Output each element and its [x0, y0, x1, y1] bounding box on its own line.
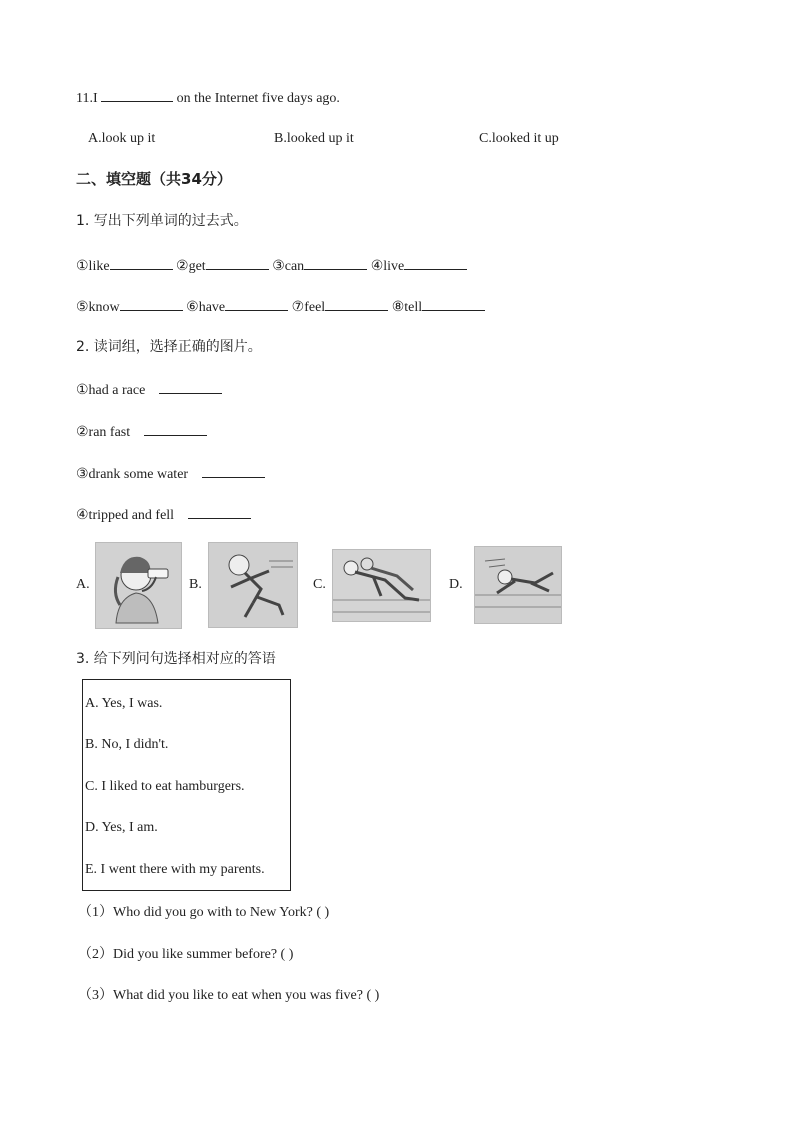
q11-stem-suffix: on the Internet five days ago.: [176, 91, 340, 106]
answer-option: D. Yes, I am.: [85, 820, 158, 835]
q1-word: ①like: [76, 259, 110, 274]
boy-tripping-image[interactable]: [474, 546, 562, 624]
answer-box: [82, 679, 291, 891]
q1-word: ③can: [272, 259, 305, 274]
q1-blank[interactable]: [120, 297, 183, 311]
q2-blank[interactable]: [202, 464, 265, 478]
q11-option-b[interactable]: B.looked up it: [274, 131, 354, 146]
q2-item-text: ②ran fast: [76, 425, 131, 440]
answer-option: A. Yes, I was.: [85, 696, 163, 711]
q1-row-1: [76, 256, 467, 276]
q2-item-text: ④tripped and fell: [76, 508, 175, 523]
q2-item-1: [76, 380, 222, 400]
q1-blank[interactable]: [422, 297, 485, 311]
answer-option: B. No, I didn't.: [85, 737, 169, 752]
q1-blank[interactable]: [404, 256, 467, 270]
q1-blank[interactable]: [325, 297, 388, 311]
q3-question-3[interactable]: （3）What did you like to eat when you was five? ( ): [78, 988, 380, 1003]
pic-label-b: B.: [189, 577, 202, 592]
section-2-title: 二、填空题（共34分）: [76, 170, 232, 188]
q1-row-2: [76, 297, 485, 317]
q2-item-2: [76, 422, 207, 442]
pic-label-d: D.: [449, 577, 463, 592]
q3-question-1[interactable]: （1）Who did you go with to New York? ( ): [78, 905, 330, 920]
q11-blank[interactable]: [101, 88, 173, 102]
q1-title: 1. 写出下列单词的过去式。: [76, 213, 248, 229]
q2-blank[interactable]: [159, 380, 222, 394]
q2-blank[interactable]: [188, 505, 251, 519]
q3-question-2[interactable]: （2）Did you like summer before? ( ): [78, 947, 294, 962]
q2-title: 2. 读词组，选择正确的图片。: [76, 339, 262, 355]
boy-running-image[interactable]: [208, 542, 298, 628]
q1-blank[interactable]: [304, 256, 367, 270]
answer-option: E. I went there with my parents.: [85, 862, 265, 877]
q2-item-3: [76, 464, 265, 484]
runners-racing-image[interactable]: [332, 549, 431, 622]
q1-word: ⑧tell: [391, 300, 423, 315]
q1-word: ⑦feel: [291, 300, 326, 315]
q1-blank[interactable]: [225, 297, 288, 311]
girl-drinking-water-image[interactable]: [95, 542, 182, 629]
q2-item-text: ③drank some water: [76, 467, 189, 482]
q11-stem: [76, 88, 340, 108]
q1-word: ⑤know: [76, 300, 120, 315]
answer-option: C. I liked to eat hamburgers.: [85, 779, 245, 794]
q11-option-c[interactable]: C.looked it up: [479, 131, 559, 146]
pic-label-a: A.: [76, 577, 90, 592]
q1-blank[interactable]: [206, 256, 269, 270]
q1-word: ⑥have: [186, 300, 226, 315]
pic-label-c: C.: [313, 577, 326, 592]
q2-blank[interactable]: [144, 422, 207, 436]
q11-stem-prefix: 11.I: [76, 91, 98, 106]
q3-title: 3. 给下列问句选择相对应的答语: [76, 651, 276, 667]
q2-item-text: ①had a race: [76, 383, 146, 398]
q1-word: ④live: [370, 259, 405, 274]
q11-option-a[interactable]: A.look up it: [88, 131, 156, 146]
q2-item-4: [76, 505, 251, 525]
q1-blank[interactable]: [110, 256, 173, 270]
q1-word: ②get: [176, 259, 206, 274]
